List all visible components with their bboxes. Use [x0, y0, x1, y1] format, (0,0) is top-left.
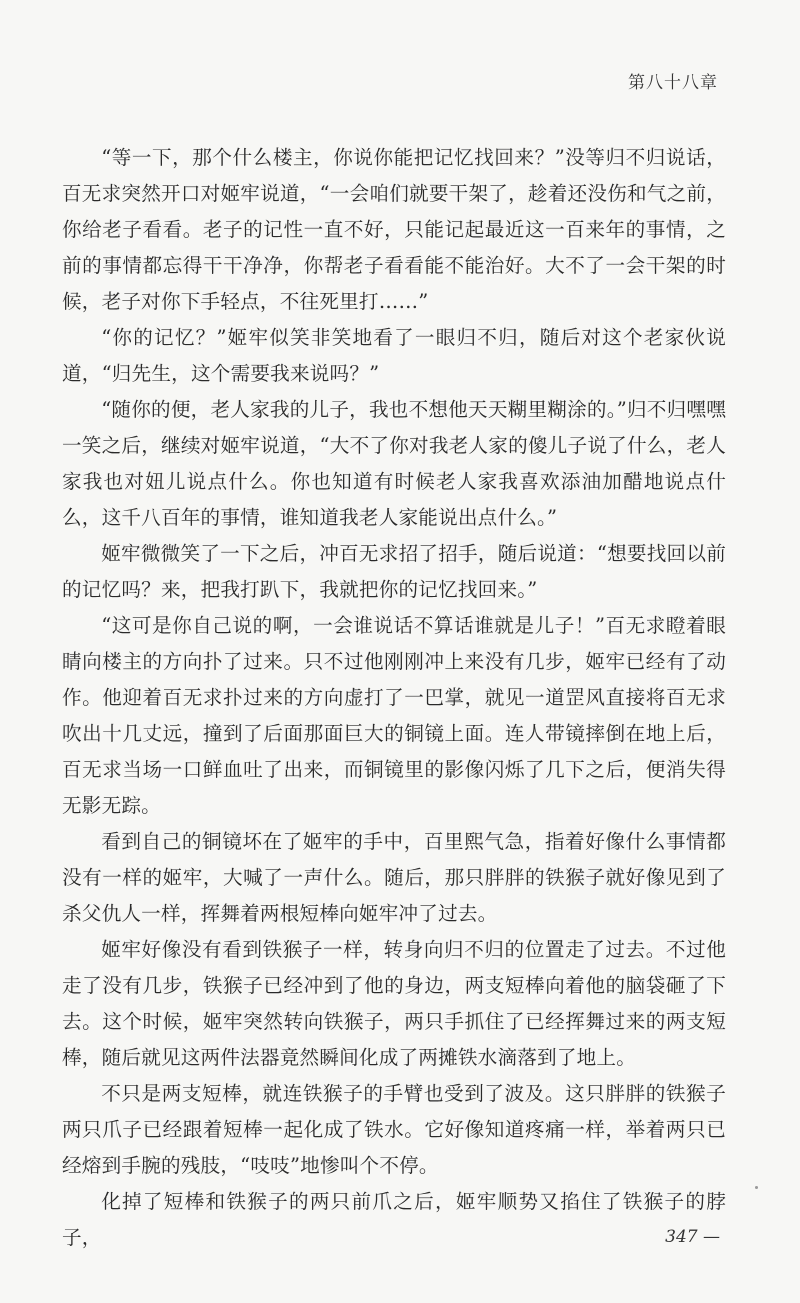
- chapter-header: 第八十八章: [628, 73, 718, 93]
- paragraph: 姬牢微微笑了一下之后，冲百无求招了招手，随后说道：“想要找回以前的记忆吗？来，把我打趴下，我就把你的记忆找回来。”: [62, 542, 726, 601]
- paragraph: “等一下，那个什么楼主，你说你能把记忆找回来？”没等归不归说话，百无求突然开口对姬牢说道，“一会咱们就要干架了，趁着还没伤和气之前，你给老子看看。老子的记性一直不好，只能记起最近这一百来年的事情，之前的事情都忘得干干净净，你帮老子看看能不能治好。大不了一会干架的时候，老子对你下手轻点，不往死里打……”: [62, 146, 726, 313]
- page-number: 347 —: [665, 1227, 720, 1247]
- paragraph: 化掉了短棒和铁猴子的两只前爪之后，姬牢顺势又掐住了铁猴子的脖子，: [62, 1190, 726, 1249]
- body-text: [62, 140, 726, 1256]
- paragraph: “这可是你自己说的啊，一会谁说话不算话谁就是儿子！”百无求瞪着眼睛向楼主的方向扑了过来。只不过他刚刚冲上来没有几步，姬牢已经有了动作。他迎着百无求扑过来的方向虚打了一巴掌，就见一道罡风直接将百无求吹出十几丈远，撞到了后面那面巨大的铜镜上面。连人带镜摔倒在地上后，百无求当场一口鲜血吐了出来，而铜镜里的影像闪烁了几下之后，便消失得无影无踪。: [62, 614, 726, 817]
- scan-speck: [755, 1186, 758, 1189]
- paragraph: 姬牢好像没有看到铁猴子一样，转身向归不归的位置走了过去。不过他走了没有几步，铁猴子已经冲到了他的身边，两支短棒向着他的脑袋砸了下去。这个时候，姬牢突然转向铁猴子，两只手抓住了已经挥舞过来的两支短棒，随后就见这两件法器竟然瞬间化成了两摊铁水滴落到了地上。: [62, 938, 726, 1069]
- paragraph: 看到自己的铜镜坏在了姬牢的手中，百里熙气急，指着好像什么事情都没有一样的姬牢，大喊了一声什么。随后，那只胖胖的铁猴子就好像见到了杀父仇人一样，挥舞着两根短棒向姬牢冲了过去。: [62, 830, 726, 925]
- paragraph: “随你的便，老人家我的儿子，我也不想他天天糊里糊涂的。”归不归嘿嘿一笑之后，继续对姬牢说道，“大不了你对我老人家的傻儿子说了什么，老人家我也对妞儿说点什么。你也知道有时候老人家我喜欢添油加醋地说点什么，这千八百年的事情，谁知道我老人家能说出点什么。”: [62, 398, 726, 529]
- paragraph: “你的记忆？”姬牢似笑非笑地看了一眼归不归，随后对这个老家伙说道，“归先生，这个需要我来说吗？”: [62, 326, 726, 385]
- paragraph: 不只是两支短棒，就连铁猴子的手臂也受到了波及。这只胖胖的铁猴子两只爪子已经跟着短棒一起化成了铁水。它好像知道疼痛一样，举着两只已经熔到手腕的残肢，“吱吱”地惨叫个不停。: [62, 1082, 726, 1177]
